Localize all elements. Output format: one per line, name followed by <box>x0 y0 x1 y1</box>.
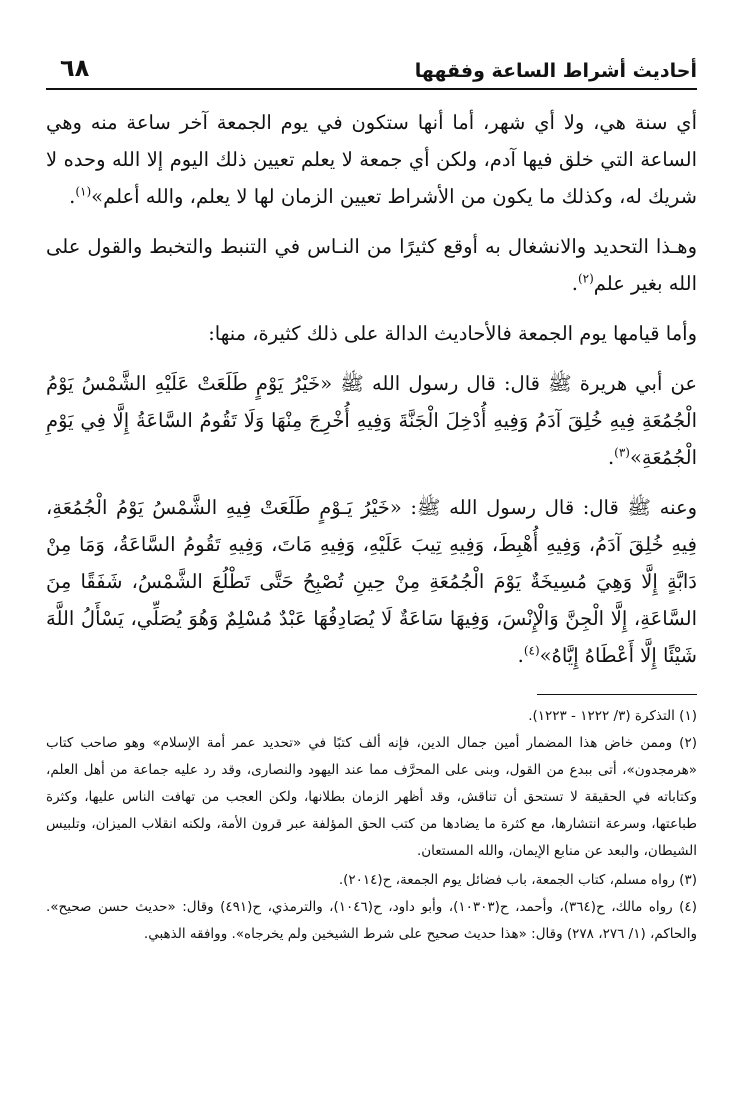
footnote-2: (٢) وممن خاض هذا المضمار أمين جمال الدين، فإنه ألف كتبًا في «تحديد عمر أمة الإسلام» وهو صاحب كتاب «هرمجدون»، أتى ببدع من القول، وبنى على المحرَّف مما عند اليهود والنصارى، وقد رد عليه جماعة من أهل العلم، وكتاباته في الحقيقة لا تستحق أن تناقش، وقد أظهر الزمان بطلانها، ولكن العجب من تهافت الناس عليها، وكثرة طباعتها، وسرعة انتشارها، مع كثرة ما يضادها من كتب الحق المؤلفة عبر قرون الأمة، ولكنه انقلاب الميزان، وتلبيس الشيطان، والبعد عن منابع الإيمان، والله المستعان. <box>46 735 697 859</box>
paragraph-1-text: أي سنة هي، ولا أي شهر، أما أنها ستكون في يوم الجمعة آخر ساعة منه وهي الساعة التي خلق فيها آدم، ولكن أي جمعة لا يعلم تعيين ذلك اليوم إلا الله وحده لا شريك له، وكذلك ما يكون من الأشراط تعيين الزمان لها لا يعلم، والله أعلم» <box>46 111 697 208</box>
footnotes <box>46 703 697 948</box>
main-text <box>46 104 697 674</box>
footnote-ref-1: (١) <box>75 184 92 199</box>
running-title: أحاديث أشراط الساعة وفقهها <box>414 60 697 82</box>
paragraph-1-end: . <box>69 185 76 208</box>
paragraph-5-text: وعنه ﷺ قال: قال رسول الله ﷺ: «خَيْرُ يَـوْمٍ طَلَعَتْ فِيهِ الشَّمْسُ يَوْمُ الْجُمُعَةِ، فِيهِ خُلِقَ آدَمُ، وَفِيهِ أُهْبِطَ، وَفِيهِ تِيبَ عَلَيْهِ، وَفِيهِ مَاتَ، وَفِيهِ تَقُومُ السَّاعَةُ، وَمَا مِنْ دَابَّةٍ إِلَّا وَهِيَ مُسِيخَةٌ يَوْمَ الْجُمُعَةِ مِنْ حِينِ تُصْبِحُ حَتَّى تَطْلُعَ الشَّمْسُ، شَفَقًا مِنَ السَّاعَةِ، إِلَّا الْجِنَّ وَالْإِنْسَ، وَفِيهَا سَاعَةٌ لَا يُصَادِفُهَا عَبْدٌ مُسْلِمٌ وَهُوَ يُصَلِّي، يَسْأَلُ اللَّهَ شَيْئًا إِلَّا أَعْطَاهُ إِيَّاهُ» <box>46 496 697 667</box>
footnote-ref-3: (٣) <box>614 445 630 460</box>
paragraph-2-text: وهـذا التحديد والانشغال به أوقع كثيرًا من النـاس في التنبط والتخبط والقول على الله بغير علم <box>46 235 697 295</box>
paragraph-4 <box>46 365 697 476</box>
paragraph-5 <box>46 489 697 674</box>
paragraph-4-text: عن أبي هريرة ﷺ قال: قال رسول الله ﷺ «خَيْرُ يَوْمٍ طَلَعَتْ عَلَيْهِ الشَّمْسُ يَوْمُ الْجُمُعَةِ فِيهِ خُلِقَ آدَمُ وَفِيهِ أُدْخِلَ الْجَنَّةَ وَفِيهِ أُخْرِجَ مِنْهَا وَلَا تَقُومُ السَّاعَةُ إِلَّا فِي يَوْمِ الْجُمُعَةِ» <box>46 372 697 469</box>
footnote-ref-2: (٢) <box>577 271 594 286</box>
paragraph-2 <box>46 228 697 302</box>
footnote-4: (٤) رواه مالك، ح(٣٦٤)، وأحمد، ح(١٠٣٠٣)، وأبو داود، ح(١٠٤٦)، والترمذي، ح(٤٩١) وقال: «حديث حسن صحيح». والحاكم، (١/ ٢٧٦، ٢٧٨) وقال: «هذا حديث صحيح على شرط الشيخين ولم يخرجاه». ووافقه الذهبي. <box>46 899 697 942</box>
paragraph-2-end: . <box>571 272 578 295</box>
page-number: ٦٨ <box>60 54 90 82</box>
footnote-ref-4: (٤) <box>523 643 540 658</box>
paragraph-3-text: وأما قيامها يوم الجمعة فالأحاديث الدالة على ذلك كثيرة، منها: <box>208 322 697 345</box>
footnote-3: (٣) رواه مسلم، كتاب الجمعة، باب فضائل يوم الجمعة، ح(٢٠١٤). <box>338 872 697 888</box>
paragraph-5-end: . <box>517 644 524 667</box>
paragraph-4-end: . <box>607 446 615 469</box>
footnote-1: (١) التذكرة (٣/ ١٢٢٢ - ١٢٢٣). <box>528 708 697 724</box>
paragraph-3 <box>46 315 697 352</box>
footnote-separator <box>537 694 697 695</box>
page-header <box>46 54 697 90</box>
footnote-separator-wrap <box>46 694 697 695</box>
paragraph-1 <box>46 104 697 215</box>
